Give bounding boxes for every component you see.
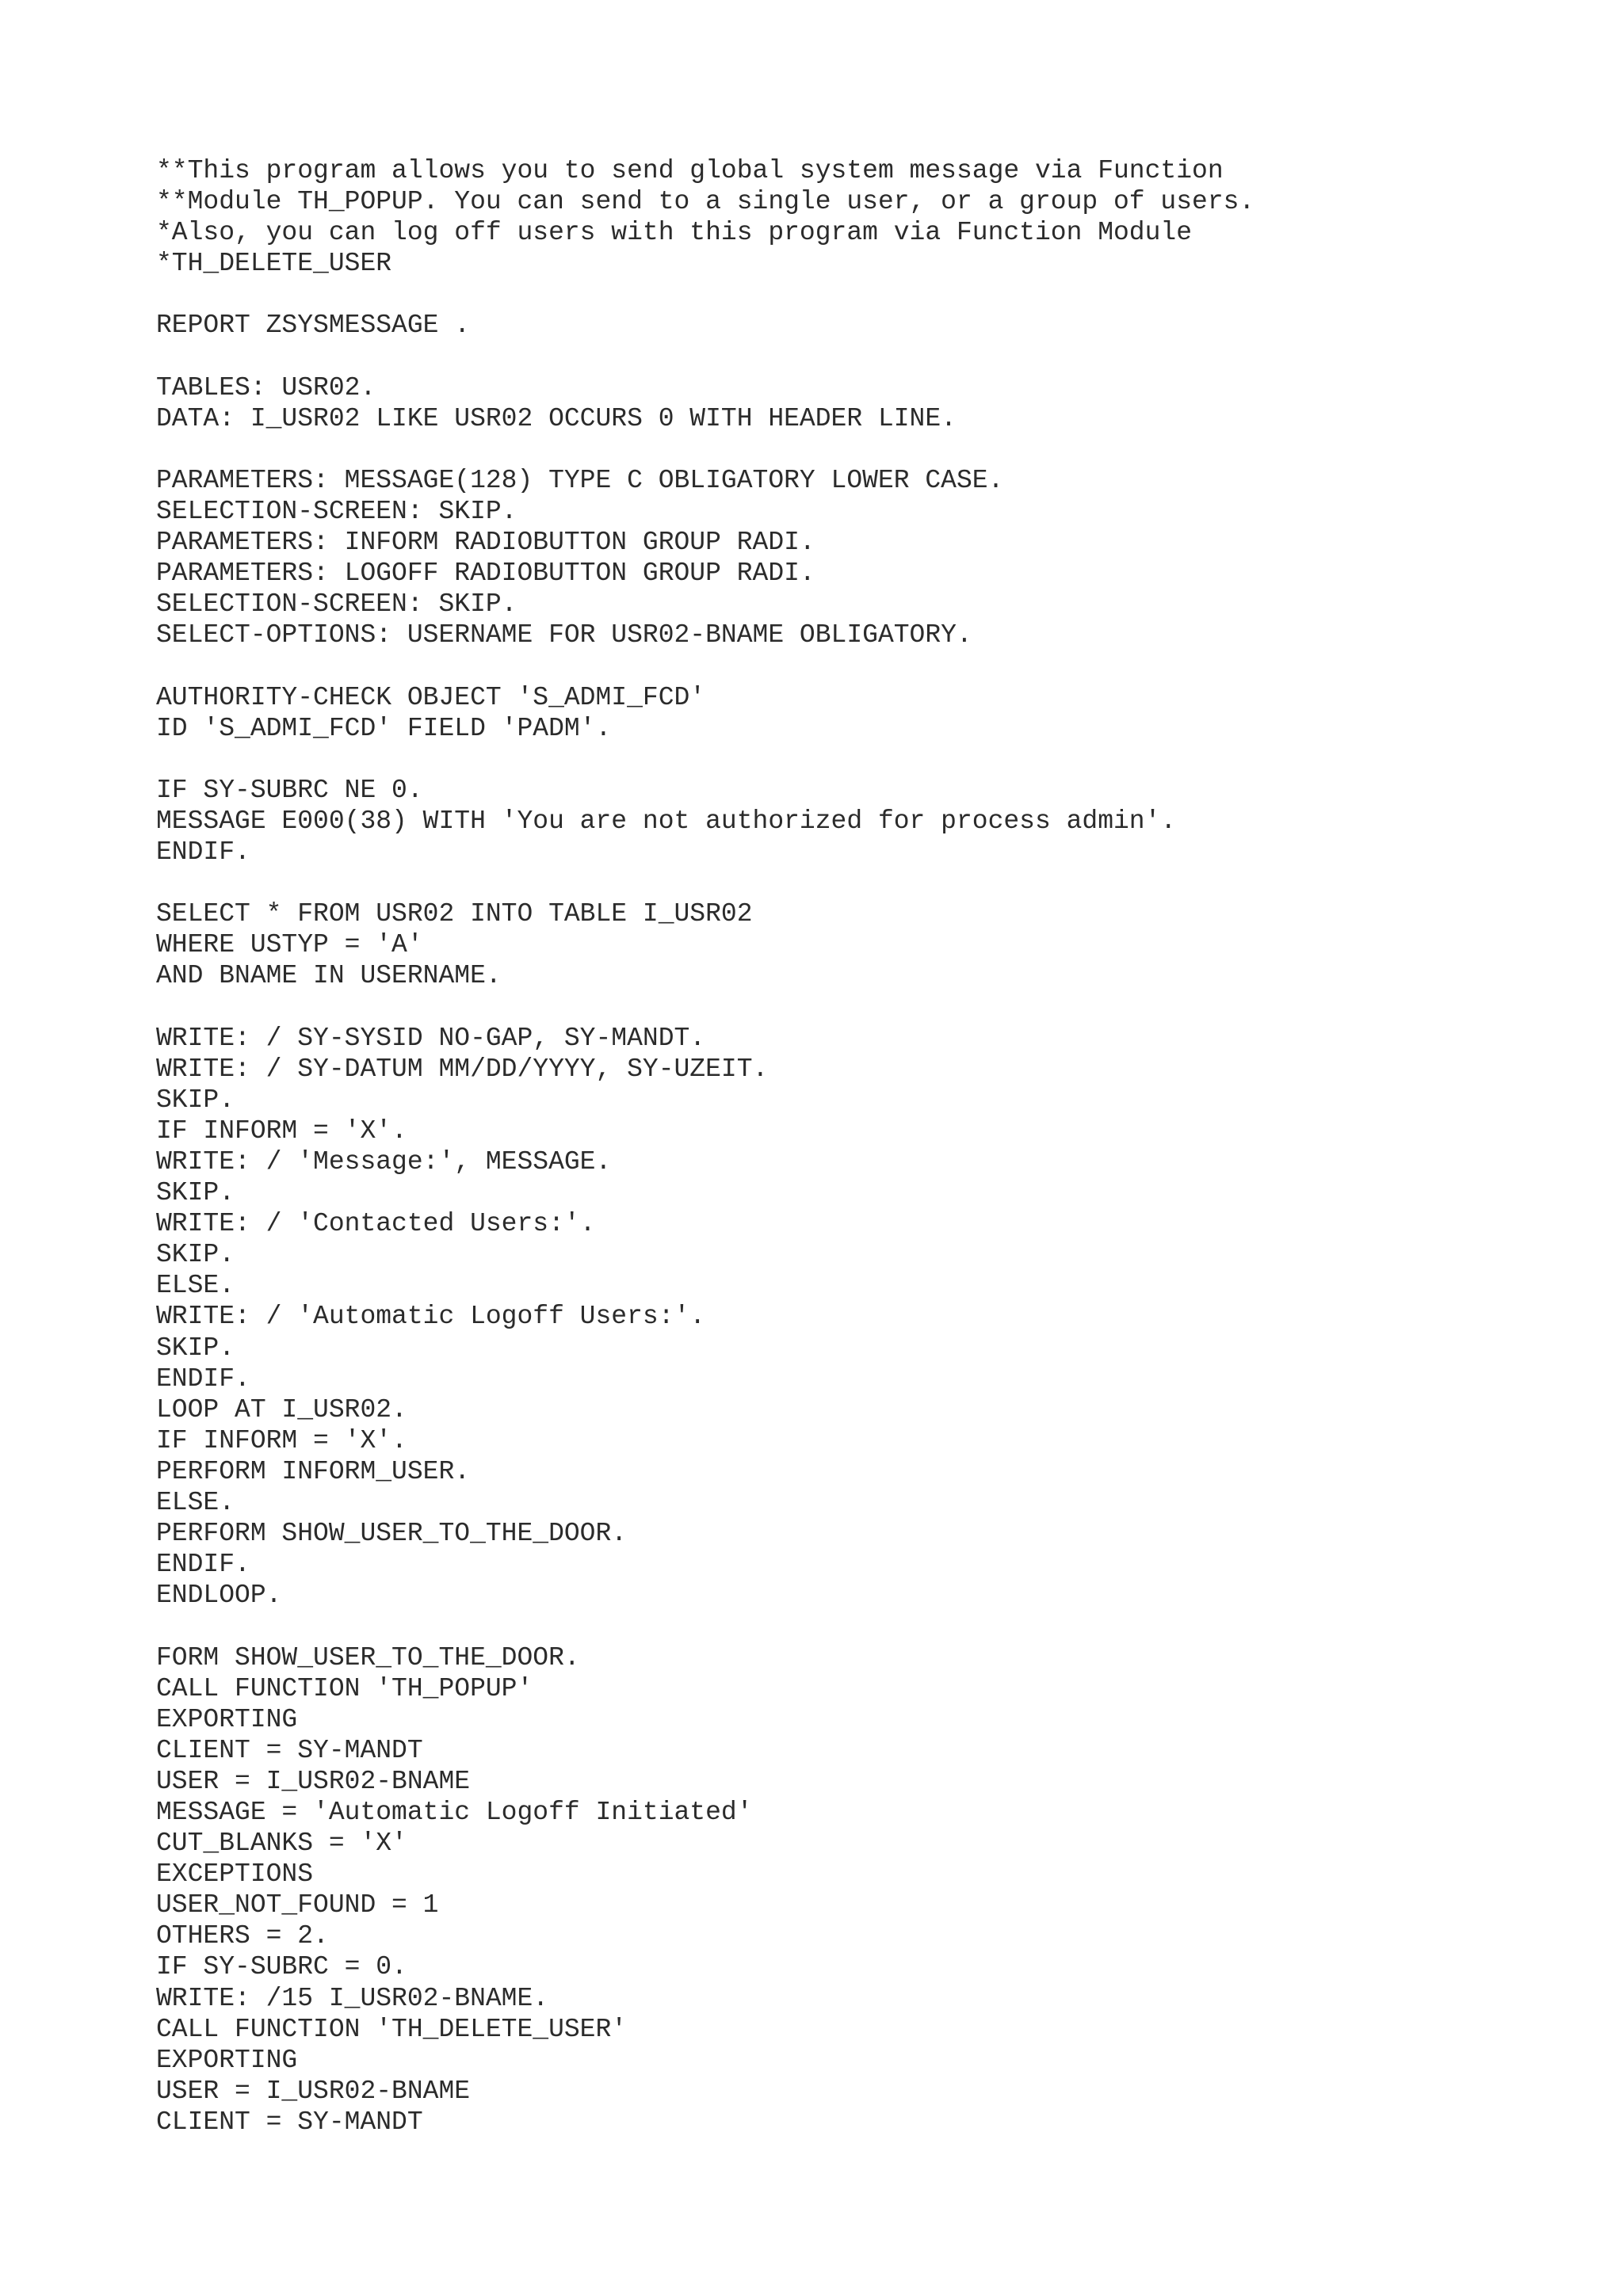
code-line xyxy=(156,651,1583,682)
code-line xyxy=(156,1611,1583,1642)
code-line xyxy=(156,868,1583,898)
code-line: USER = I_USR02-BNAME xyxy=(156,2076,471,2106)
code-line: SELECTION-SCREEN: SKIP. xyxy=(156,497,517,527)
code-line: SKIP. xyxy=(156,1333,235,1363)
code-line: WHERE USTYP = 'A' xyxy=(156,930,423,960)
code-line: IF SY-SUBRC NE 0. xyxy=(156,775,423,805)
code-line: MESSAGE = 'Automatic Logoff Initiated' xyxy=(156,1797,753,1827)
code-line: IF INFORM = 'X'. xyxy=(156,1116,407,1146)
code-line: IF INFORM = 'X'. xyxy=(156,1425,407,1455)
code-line: SKIP. xyxy=(156,1178,235,1208)
code-line xyxy=(156,279,1583,310)
code-line: WRITE: / 'Message:', MESSAGE. xyxy=(156,1147,612,1177)
code-line: IF SY-SUBRC = 0. xyxy=(156,1952,407,1982)
code-line: PARAMETERS: INFORM RADIOBUTTON GROUP RADI. xyxy=(156,528,815,558)
code-line xyxy=(156,341,1583,372)
code-line: AND BNAME IN USERNAME. xyxy=(156,961,502,991)
code-line: SELECT * FROM USR02 INTO TABLE I_USR02 xyxy=(156,899,753,929)
code-line: ELSE. xyxy=(156,1271,235,1301)
code-line: WRITE: / SY-SYSID NO-GAP, SY-MANDT. xyxy=(156,1023,706,1053)
code-line: WRITE: / 'Automatic Logoff Users:'. xyxy=(156,1302,706,1332)
code-line: DATA: I_USR02 LIKE USR02 OCCURS 0 WITH HEADER LINE. xyxy=(156,403,957,433)
code-line xyxy=(156,744,1583,775)
code-line: SKIP. xyxy=(156,1240,235,1270)
code-line: MESSAGE E000(38) WITH 'You are not authorized for process admin'. xyxy=(156,806,1177,836)
code-line: PARAMETERS: MESSAGE(128) TYPE C OBLIGATORY LOWER CASE. xyxy=(156,465,1004,495)
code-line: CLIENT = SY-MANDT xyxy=(156,2107,423,2137)
code-line: ENDIF. xyxy=(156,837,250,868)
code-line: EXCEPTIONS xyxy=(156,1859,314,1890)
code-line: USER = I_USR02-BNAME xyxy=(156,1766,471,1796)
code-line: EXPORTING xyxy=(156,1704,298,1734)
code-line: EXPORTING xyxy=(156,2045,298,2075)
code-line: CALL FUNCTION 'TH_DELETE_USER' xyxy=(156,2014,628,2044)
code-line: TABLES: USR02. xyxy=(156,372,376,402)
code-line: FORM SHOW_USER_TO_THE_DOOR. xyxy=(156,1642,580,1672)
code-line: **This program allows you to send global system message via Function xyxy=(156,156,1224,185)
code-line: PERFORM INFORM_USER. xyxy=(156,1456,471,1486)
code-line xyxy=(156,434,1583,465)
code-line: USER_NOT_FOUND = 1 xyxy=(156,1890,439,1920)
code-line: REPORT ZSYSMESSAGE . xyxy=(156,311,471,341)
code-line: WRITE: /15 I_USR02-BNAME. xyxy=(156,1983,549,2013)
code-line: SELECT-OPTIONS: USERNAME FOR USR02-BNAME OBLIGATORY. xyxy=(156,620,972,650)
code-line: ELSE. xyxy=(156,1488,235,1518)
code-line: CUT_BLANKS = 'X' xyxy=(156,1829,407,1859)
code-line: ID 'S_ADMI_FCD' FIELD 'PADM'. xyxy=(156,713,612,743)
code-line: ENDLOOP. xyxy=(156,1581,282,1611)
code-line: WRITE: / SY-DATUM MM/DD/YYYY, SY-UZEIT. xyxy=(156,1054,769,1084)
code-line: LOOP AT I_USR02. xyxy=(156,1394,407,1425)
code-line: SELECTION-SCREEN: SKIP. xyxy=(156,589,517,620)
code-line: OTHERS = 2. xyxy=(156,1921,329,1951)
code-line: ENDIF. xyxy=(156,1550,250,1580)
code-line: CALL FUNCTION 'TH_POPUP' xyxy=(156,1673,533,1703)
code-line: SKIP. xyxy=(156,1085,235,1115)
code-line: **Module TH_POPUP. You can send to a single user, or a group of users. xyxy=(156,187,1255,217)
code-listing xyxy=(156,155,1583,2138)
code-line: *TH_DELETE_USER xyxy=(156,249,392,279)
code-line: PARAMETERS: LOGOFF RADIOBUTTON GROUP RADI. xyxy=(156,559,815,589)
code-line xyxy=(156,992,1583,1023)
code-line: AUTHORITY-CHECK OBJECT 'S_ADMI_FCD' xyxy=(156,682,706,712)
code-line: PERFORM SHOW_USER_TO_THE_DOOR. xyxy=(156,1519,628,1549)
code-line: ENDIF. xyxy=(156,1363,250,1394)
code-line: CLIENT = SY-MANDT xyxy=(156,1735,423,1765)
code-line: *Also, you can log off users with this program via Function Module xyxy=(156,218,1193,248)
code-line: WRITE: / 'Contacted Users:'. xyxy=(156,1209,596,1239)
